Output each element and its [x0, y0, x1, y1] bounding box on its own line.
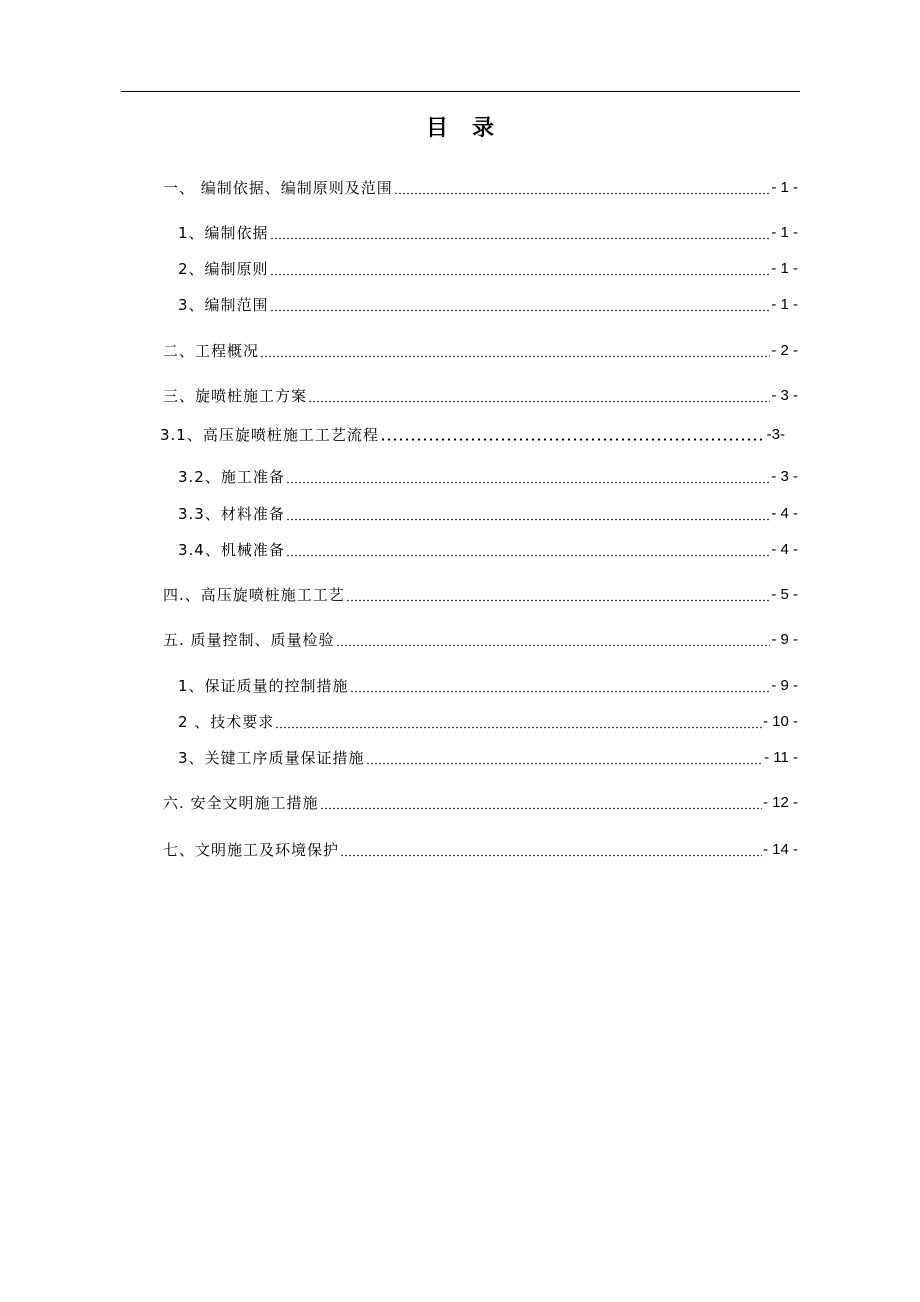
- toc-entry-label: 1、编制依据: [178, 224, 269, 242]
- toc-entry-page: - 5 -: [771, 586, 798, 603]
- toc-entry-label: 3.2、施工准备: [178, 468, 285, 486]
- toc-leader-dots: [286, 501, 770, 527]
- toc-entry-1-2[interactable]: [178, 256, 798, 282]
- toc-entry-page: - 4 -: [771, 505, 798, 522]
- toc-entry-page: - 3 -: [771, 468, 798, 485]
- toc-entry-page: - 4 -: [771, 541, 798, 558]
- toc-entry-label: 五. 质量控制、质量检验: [163, 631, 335, 649]
- toc-entry-page: - 11 -: [764, 749, 798, 766]
- toc-entry-1-3[interactable]: [178, 292, 798, 318]
- toc-leader-dots: [320, 790, 762, 816]
- toc-entry-label: 三、旋喷桩施工方案: [163, 387, 308, 405]
- toc-leader-dots: [275, 709, 762, 735]
- toc-entry-label: 3.4、机械准备: [178, 541, 285, 559]
- toc-entry-page: - 12 -: [762, 794, 798, 811]
- toc-leader-dots: [350, 673, 771, 699]
- toc-leader-dots: [270, 220, 771, 246]
- toc-entry-label: 一、 编制依据、编制原则及范围: [163, 179, 393, 197]
- toc-entry-label: 3、编制范围: [178, 296, 269, 314]
- toc-entry-section-2[interactable]: [163, 338, 798, 364]
- toc-entry-section-7[interactable]: [163, 837, 798, 863]
- toc-entry-page: - 3 -: [771, 387, 798, 404]
- toc-entry-label: 3.3、材料准备: [178, 505, 285, 523]
- toc-leader-dots: [380, 422, 766, 448]
- toc-entry-page: - 1 -: [771, 179, 798, 196]
- toc-entry-3-2[interactable]: [178, 464, 798, 490]
- toc-entry-section-1[interactable]: [163, 175, 798, 201]
- toc-entry-page: - 9 -: [771, 631, 798, 648]
- toc-leader-dots: [260, 338, 770, 364]
- toc-leader-dots: [394, 175, 771, 201]
- toc-leader-dots: [336, 627, 771, 653]
- toc-entry-label: 1、保证质量的控制措施: [178, 677, 349, 695]
- toc-leader-dots: [270, 256, 771, 282]
- toc-entry-3-4[interactable]: [178, 537, 798, 563]
- toc-entry-label: 六. 安全文明施工措施: [163, 794, 319, 812]
- toc-leader-dots: [286, 464, 770, 490]
- toc-entry-section-5[interactable]: [163, 627, 798, 653]
- toc-entry-page: - 10 -: [762, 713, 798, 730]
- toc-entry-label: 二、工程概况: [163, 342, 260, 360]
- toc-entry-page: - 1 -: [771, 296, 798, 313]
- toc-entry-label: 3.1、高压旋喷桩施工工艺流程: [160, 426, 379, 444]
- toc-entry-5-1[interactable]: [178, 673, 798, 699]
- toc-entry-label: 2、编制原则: [178, 260, 269, 278]
- toc-leader-dots: [286, 537, 770, 563]
- toc-entry-label: 七、文明施工及环境保护: [163, 841, 340, 859]
- toc-entry-page: - 1 -: [771, 260, 798, 277]
- toc-entry-page: - 9 -: [771, 677, 798, 694]
- toc-entry-5-3[interactable]: [178, 745, 798, 771]
- toc-title-char-2: 录: [472, 116, 495, 141]
- toc-entry-section-6[interactable]: [163, 790, 798, 816]
- toc-entry-page: - 1 -: [771, 224, 798, 241]
- toc-entry-page: - 14 -: [762, 841, 798, 858]
- toc-entry-3-3[interactable]: [178, 501, 798, 527]
- toc-entry-section-3[interactable]: [163, 383, 798, 409]
- toc-entry-label: 四.、高压旋喷桩施工工艺: [163, 586, 345, 604]
- toc-title-char-1: 目: [425, 116, 448, 141]
- toc-entry-1-1[interactable]: [178, 220, 798, 246]
- toc-leader-dots: [366, 745, 764, 771]
- toc-leader-dots: [346, 582, 771, 608]
- toc-entry-label: 3、关键工序质量保证措施: [178, 749, 365, 767]
- toc-entry-3-1[interactable]: [160, 422, 785, 448]
- toc-entry-label: 2 、技术要求: [178, 713, 275, 731]
- toc-entry-page: - 2 -: [771, 342, 798, 359]
- toc-entry-page: -3-: [766, 426, 785, 443]
- toc-leader-dots: [270, 292, 771, 318]
- toc-entry-5-2[interactable]: [178, 709, 798, 735]
- toc-leader-dots: [340, 837, 762, 863]
- toc-entry-section-4[interactable]: [163, 582, 798, 608]
- toc-leader-dots: [308, 383, 770, 409]
